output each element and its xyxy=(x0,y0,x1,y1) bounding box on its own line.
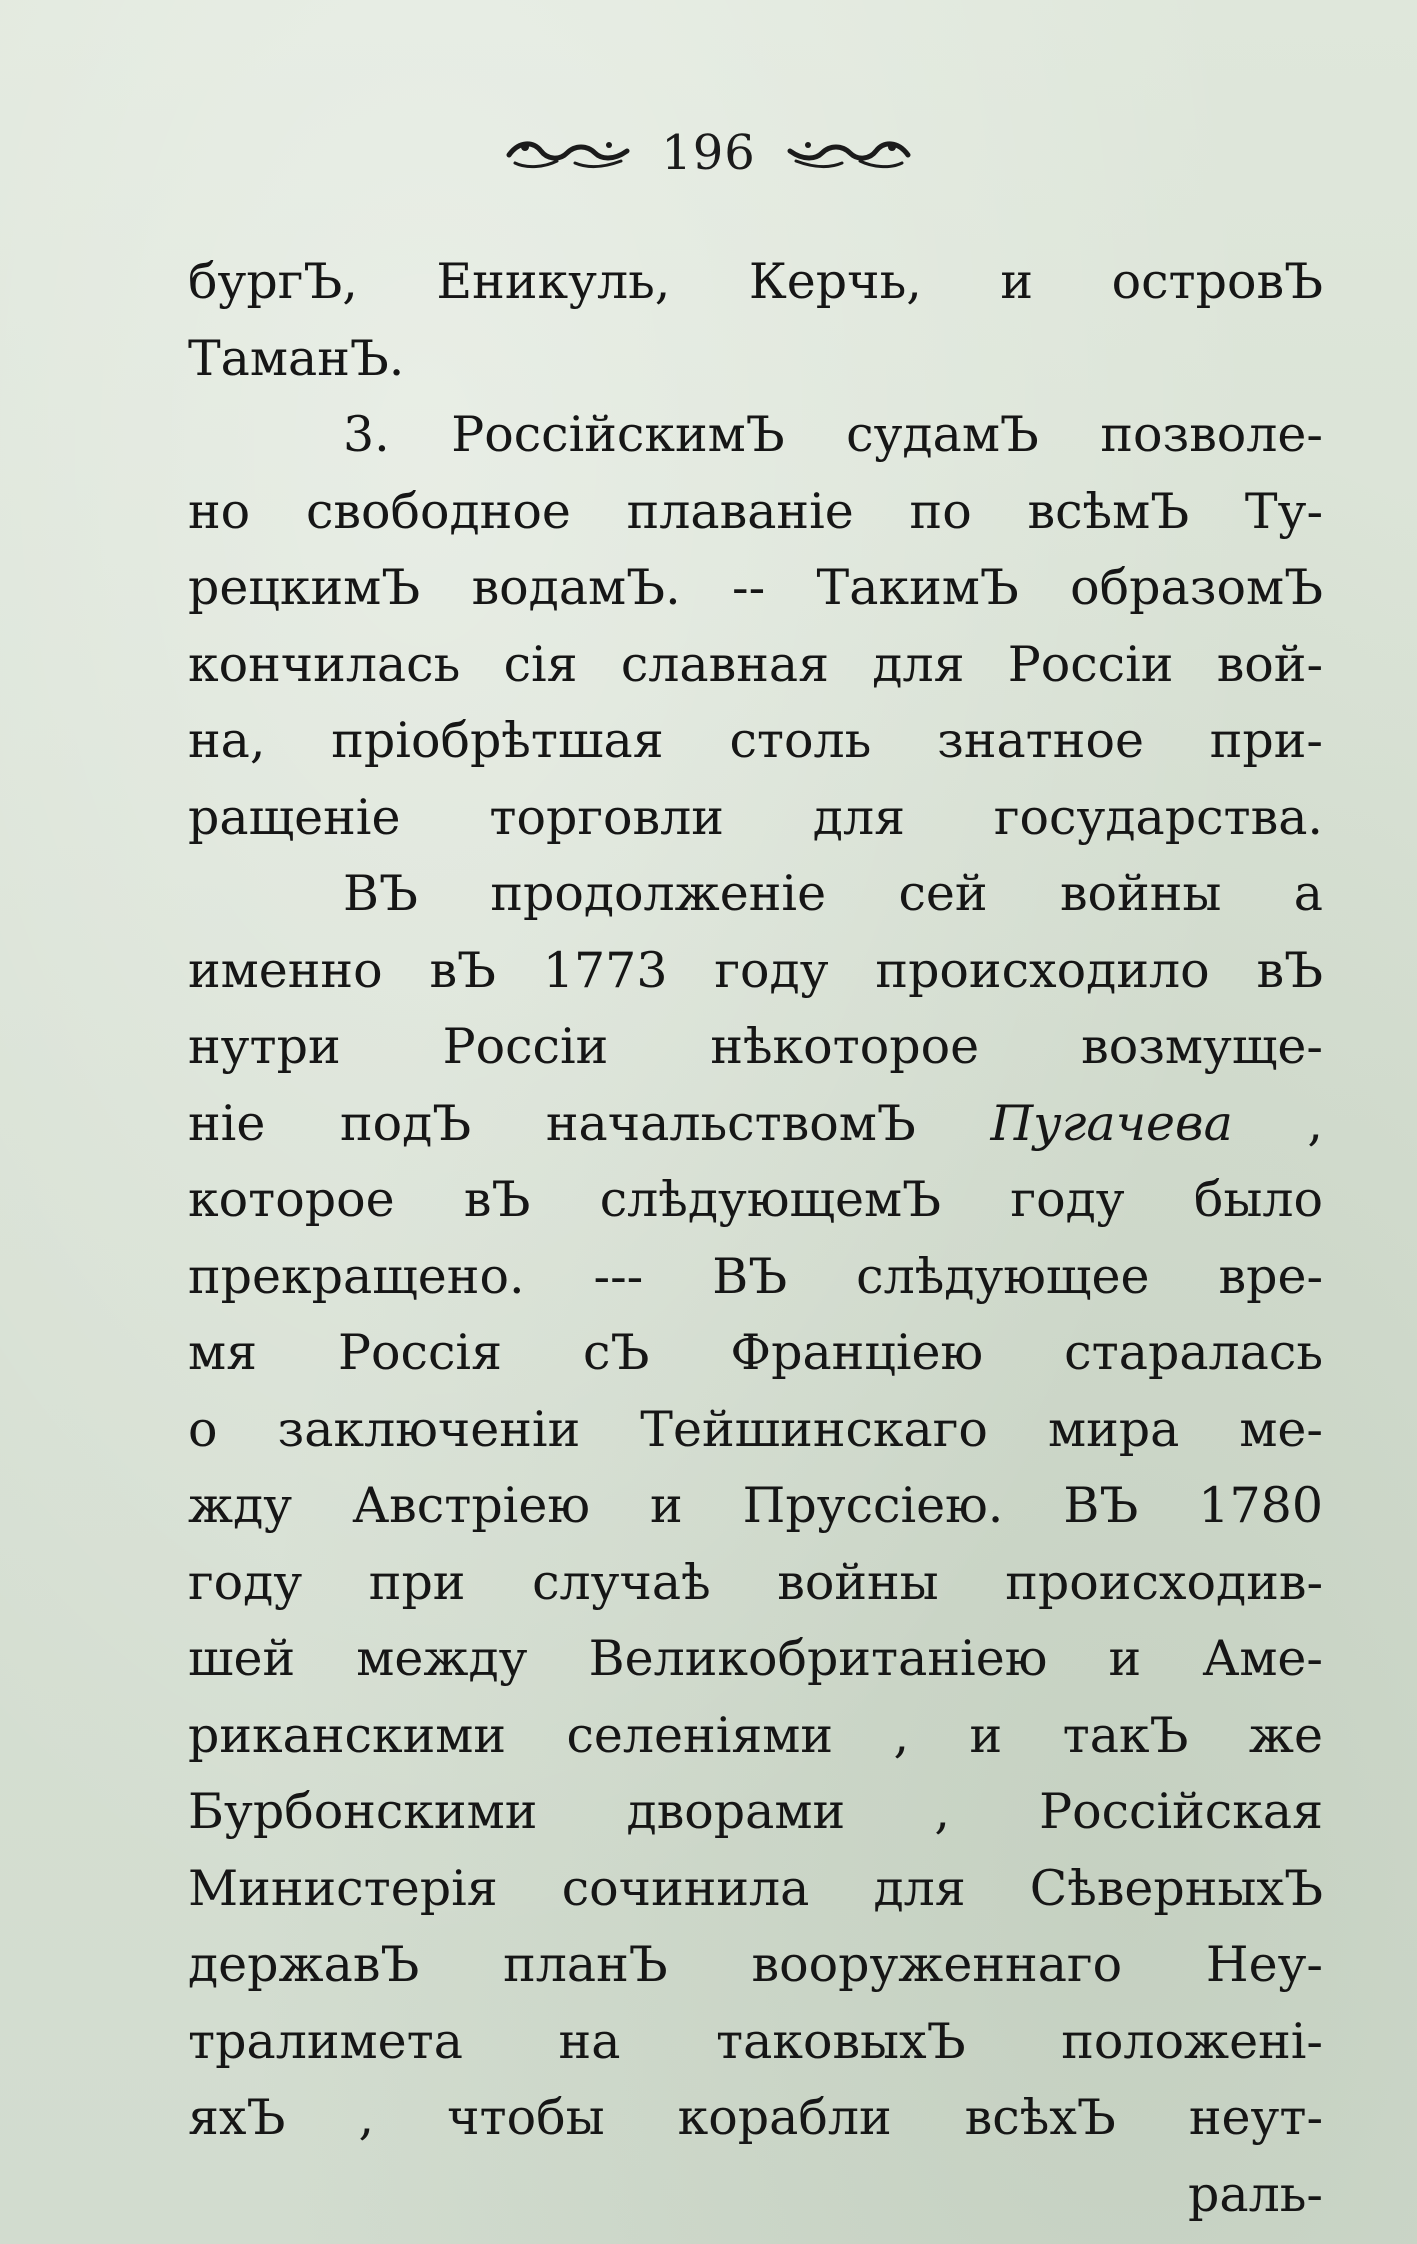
text-line: рецкимЪ водамЪ. -- ТакимЪ образомЪ xyxy=(188,559,1323,616)
text-line: но свободное плаванiе по всѣмЪ Ту- xyxy=(188,482,1323,540)
text-line: нутри Россiи нѣкоторое возмуще- xyxy=(188,1018,1323,1075)
italic-name: Пугачева xyxy=(990,1094,1233,1152)
body-text xyxy=(188,244,1323,2233)
text-line: ращенiе торговли для государства. xyxy=(188,788,1323,846)
text-line: мя Россiя сЪ Францiею старалась xyxy=(188,1324,1323,1381)
text-line: державЪ планЪ вооруженнаго Неу- xyxy=(188,1936,1323,1993)
text-line: риканскими селенiями , и такЪ же xyxy=(188,1706,1323,1764)
text-segment: , xyxy=(1232,1094,1323,1152)
right-flourish-icon xyxy=(782,133,912,173)
text-line: прекращено. --- ВЪ слѣдующее вре- xyxy=(188,1247,1323,1305)
text-line: кончилась сiя славная для Россiи вой- xyxy=(188,635,1323,693)
text-line: на, прiобрѣтшая столь знатное при- xyxy=(188,712,1323,769)
text-line: о заключенiи Тейшинскаго мира ме- xyxy=(188,1400,1323,1458)
text-line: шей между Великобританiею и Аме- xyxy=(188,1630,1323,1687)
page-header xyxy=(0,118,1417,188)
text-line: ВЪ продолженiе сей войны а xyxy=(343,865,1323,922)
text-line: бургЪ, Еникуль, Керчь, и островЪ xyxy=(188,253,1323,310)
text-segment: нiе подЪ начальствомЪ xyxy=(188,1094,991,1152)
catchword: раль- xyxy=(1188,2165,1323,2223)
text-line: жду Австрiею и Пруссiею. ВЪ 1780 xyxy=(188,1477,1323,1534)
text-line: яхЪ , чтобы корабли всѣхЪ неут- xyxy=(188,2089,1323,2146)
text-line: тралимета на таковыхЪ положенi- xyxy=(188,2012,1323,2070)
text-line: ТаманЪ. xyxy=(188,329,405,387)
page-number: 196 xyxy=(661,125,756,181)
text-line: именно вЪ 1773 году происходило вЪ xyxy=(188,941,1323,999)
text-line-with-italic xyxy=(188,1086,1323,1163)
text-line: Министерiя сочинила для СѣверныхЪ xyxy=(188,1859,1323,1917)
left-flourish-icon xyxy=(505,133,635,173)
text-line: которое вЪ слѣдующемЪ году было xyxy=(188,1171,1323,1228)
text-line: 3. РоссiйскимЪ судамЪ позволе- xyxy=(343,406,1323,463)
text-line: Бурбонскими дворами , Россiйская xyxy=(188,1783,1323,1840)
text-line: году при случаѣ войны происходив- xyxy=(188,1553,1323,1611)
